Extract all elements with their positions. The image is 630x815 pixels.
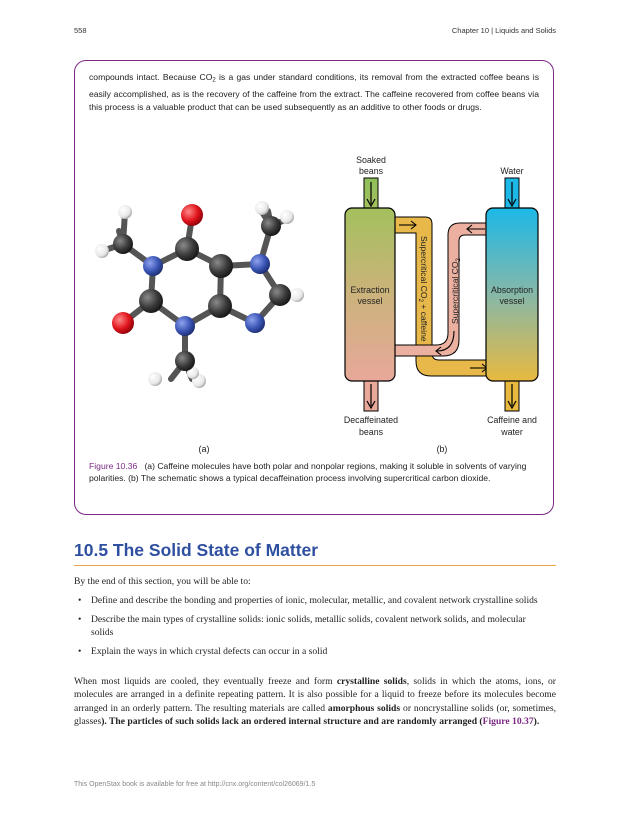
absorption-vessel-label-2: vessel [499, 296, 525, 306]
supercritical-co2-caffeine-label: Supercritical $CO_2$ + caffeine [417, 236, 429, 342]
box-paragraph: compounds intact. Because $CO_2$ is a gas under standard conditions, its removal from the extracted coffee beans is easily accomplished, as is the recovery of the caffeine from the extract. The caffeine recovered from coffee beans via this process is a valuable product that can be used subsequently as an additive to other foods or drugs. [89, 72, 539, 112]
figure-number: Figure 10.36 [89, 461, 138, 471]
chemistry-in-everyday-life-box [74, 60, 554, 515]
figure-reference-link[interactable]: Figure 10.37 [482, 715, 534, 727]
body-paragraph: When most liquids are cooled, they eventually freeze and form crystalline solids, solids in which the atoms, ions, or molecules are arranged in a definite repeating pattern. It is also possible for a liquid to freeze before its molecules become arranged in an orderly pattern. The resulting materials are called amorphous solids or noncrystalline solids (or, sometimes, glasses). The particles of such solids lack an ordered internal structure and are randomly arranged (Figure 10.37). [74, 676, 556, 727]
caption-text: (a) Caffeine molecules have both polar and nonpolar regions, making it soluble in solvents of varying polarities. (b) The schematic shows a typical decaffeination process involving supercritical carbon dioxide. [89, 461, 527, 483]
page-number: 558 [74, 26, 87, 35]
section-title: 10.5 The Solid State of Matter [74, 540, 319, 560]
figure-caption [89, 461, 539, 484]
caffeine-water-label-2: water [501, 427, 523, 437]
objective-item: • Describe the main types of crystalline solids: ionic solids, metallic solids, covalent network solids, and molecular solids [78, 613, 548, 640]
term-crystalline-solids: crystalline solids [336, 676, 407, 687]
term-amorphous-solids: amorphous solids [327, 702, 401, 714]
objective-item: • Explain the ways in which crystal defects can occur in a solid [78, 645, 548, 658]
supercritical-co2-label: Supercritical $CO_2$ [450, 258, 462, 324]
absorption-vessel-label-1: Absorption [490, 285, 534, 295]
decaffeinated-beans-label-1: Decaffeinated [343, 415, 399, 425]
caffeine-water-label-1: Caffeine and [487, 415, 537, 425]
section-rule [74, 565, 556, 566]
objectives-intro: By the end of this section, you will be able to: [74, 576, 251, 587]
learning-objectives [78, 594, 548, 664]
page-footer: This OpenStax book is available for free at http://cnx.org/content/col26069/1.5 [74, 781, 316, 788]
figure-label-a: (a) [198, 444, 210, 454]
decaffeinated-beans-label-2: beans [359, 427, 383, 437]
soaked-beans-label-1: Soaked [356, 155, 386, 165]
water-label: Water [500, 166, 524, 176]
figure-10-36 [75, 61, 555, 461]
soaked-beans-label-2: beans [359, 166, 383, 176]
caffeine-molecule [95, 201, 304, 388]
extraction-vessel-label-1: Extraction [350, 285, 390, 295]
figure-label-b: (b) [436, 444, 448, 454]
objective-item: • Define and describe the bonding and properties of ionic, molecular, metallic, and covalent network crystalline solids [78, 594, 548, 607]
extraction-vessel-label-2: vessel [357, 296, 383, 306]
chapter-header: Chapter 10 | Liquids and Solids [451, 26, 556, 35]
